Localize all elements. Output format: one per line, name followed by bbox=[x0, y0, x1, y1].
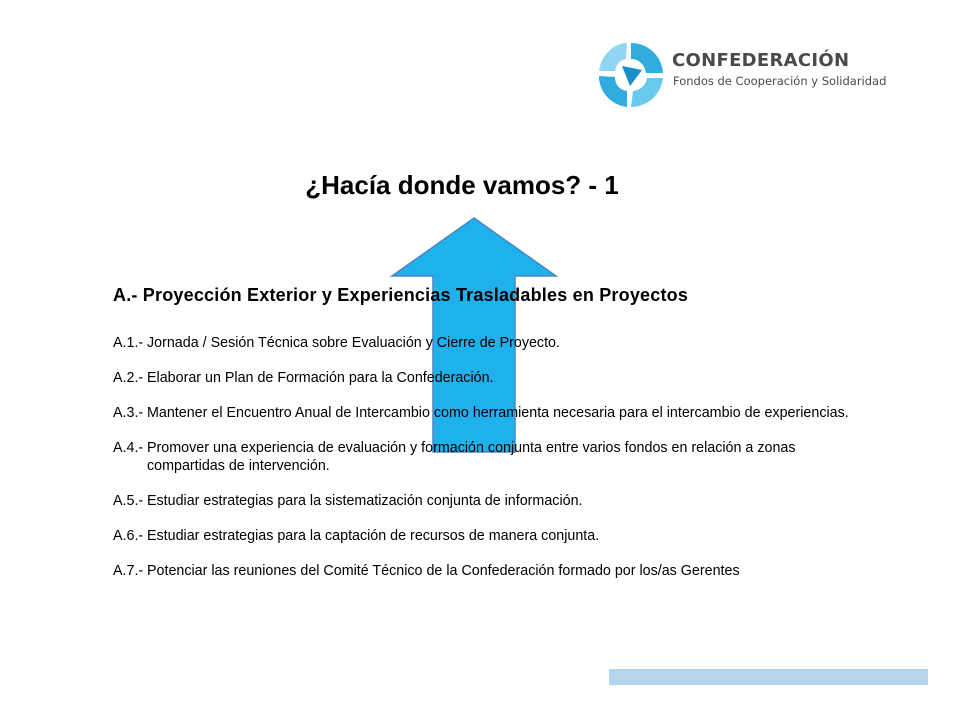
action-item bbox=[113, 562, 853, 580]
action-text: Estudiar estrategias para la sistematización conjunta de información. bbox=[147, 493, 583, 509]
action-code: A.2.- bbox=[113, 370, 144, 386]
action-item bbox=[113, 439, 853, 475]
action-text: Mantener el Encuentro Anual de Intercambio como herramienta necesaria para el intercambio de experiencias. bbox=[147, 405, 849, 421]
action-item bbox=[113, 527, 853, 545]
logo-title: CONFEDERACIÓN bbox=[672, 50, 850, 71]
action-code: A.6.- bbox=[113, 528, 144, 544]
action-item bbox=[113, 334, 853, 352]
action-code: A.1.- bbox=[113, 335, 144, 351]
logo-subtitle: Fondos de Cooperación y Solidaridad bbox=[673, 74, 887, 88]
action-text: Potenciar las reuniones del Comité Técnico de la Confederación formado por los/as Gerentes bbox=[147, 563, 740, 579]
slide-title: ¿Hacía donde vamos? - 1 bbox=[305, 170, 619, 200]
confederation-emblem-icon bbox=[596, 40, 666, 110]
footer-accent-bar bbox=[609, 669, 928, 685]
section-heading: A.- Proyección Exterior y Experiencias Trasladables en Proyectos bbox=[113, 285, 689, 305]
action-text: Estudiar estrategias para la captación de recursos de manera conjunta. bbox=[147, 528, 600, 544]
action-text: Jornada / Sesión Técnica sobre Evaluación y Cierre de Proyecto. bbox=[147, 335, 560, 351]
action-item bbox=[113, 369, 853, 387]
action-item bbox=[113, 404, 853, 422]
action-item bbox=[113, 492, 853, 510]
action-code: A.5.- bbox=[113, 493, 144, 509]
action-code: A.7.- bbox=[113, 563, 144, 579]
action-code: A.3.- bbox=[113, 405, 144, 421]
action-list bbox=[113, 334, 853, 597]
confederation-logo bbox=[596, 40, 896, 110]
action-text: Elaborar un Plan de Formación para la Confederación. bbox=[147, 370, 494, 386]
action-code: A.4.- bbox=[113, 440, 144, 456]
action-text: Promover una experiencia de evaluación y formación conjunta entre varios fondos en relación a zonas compartidas de intervención. bbox=[147, 440, 796, 474]
